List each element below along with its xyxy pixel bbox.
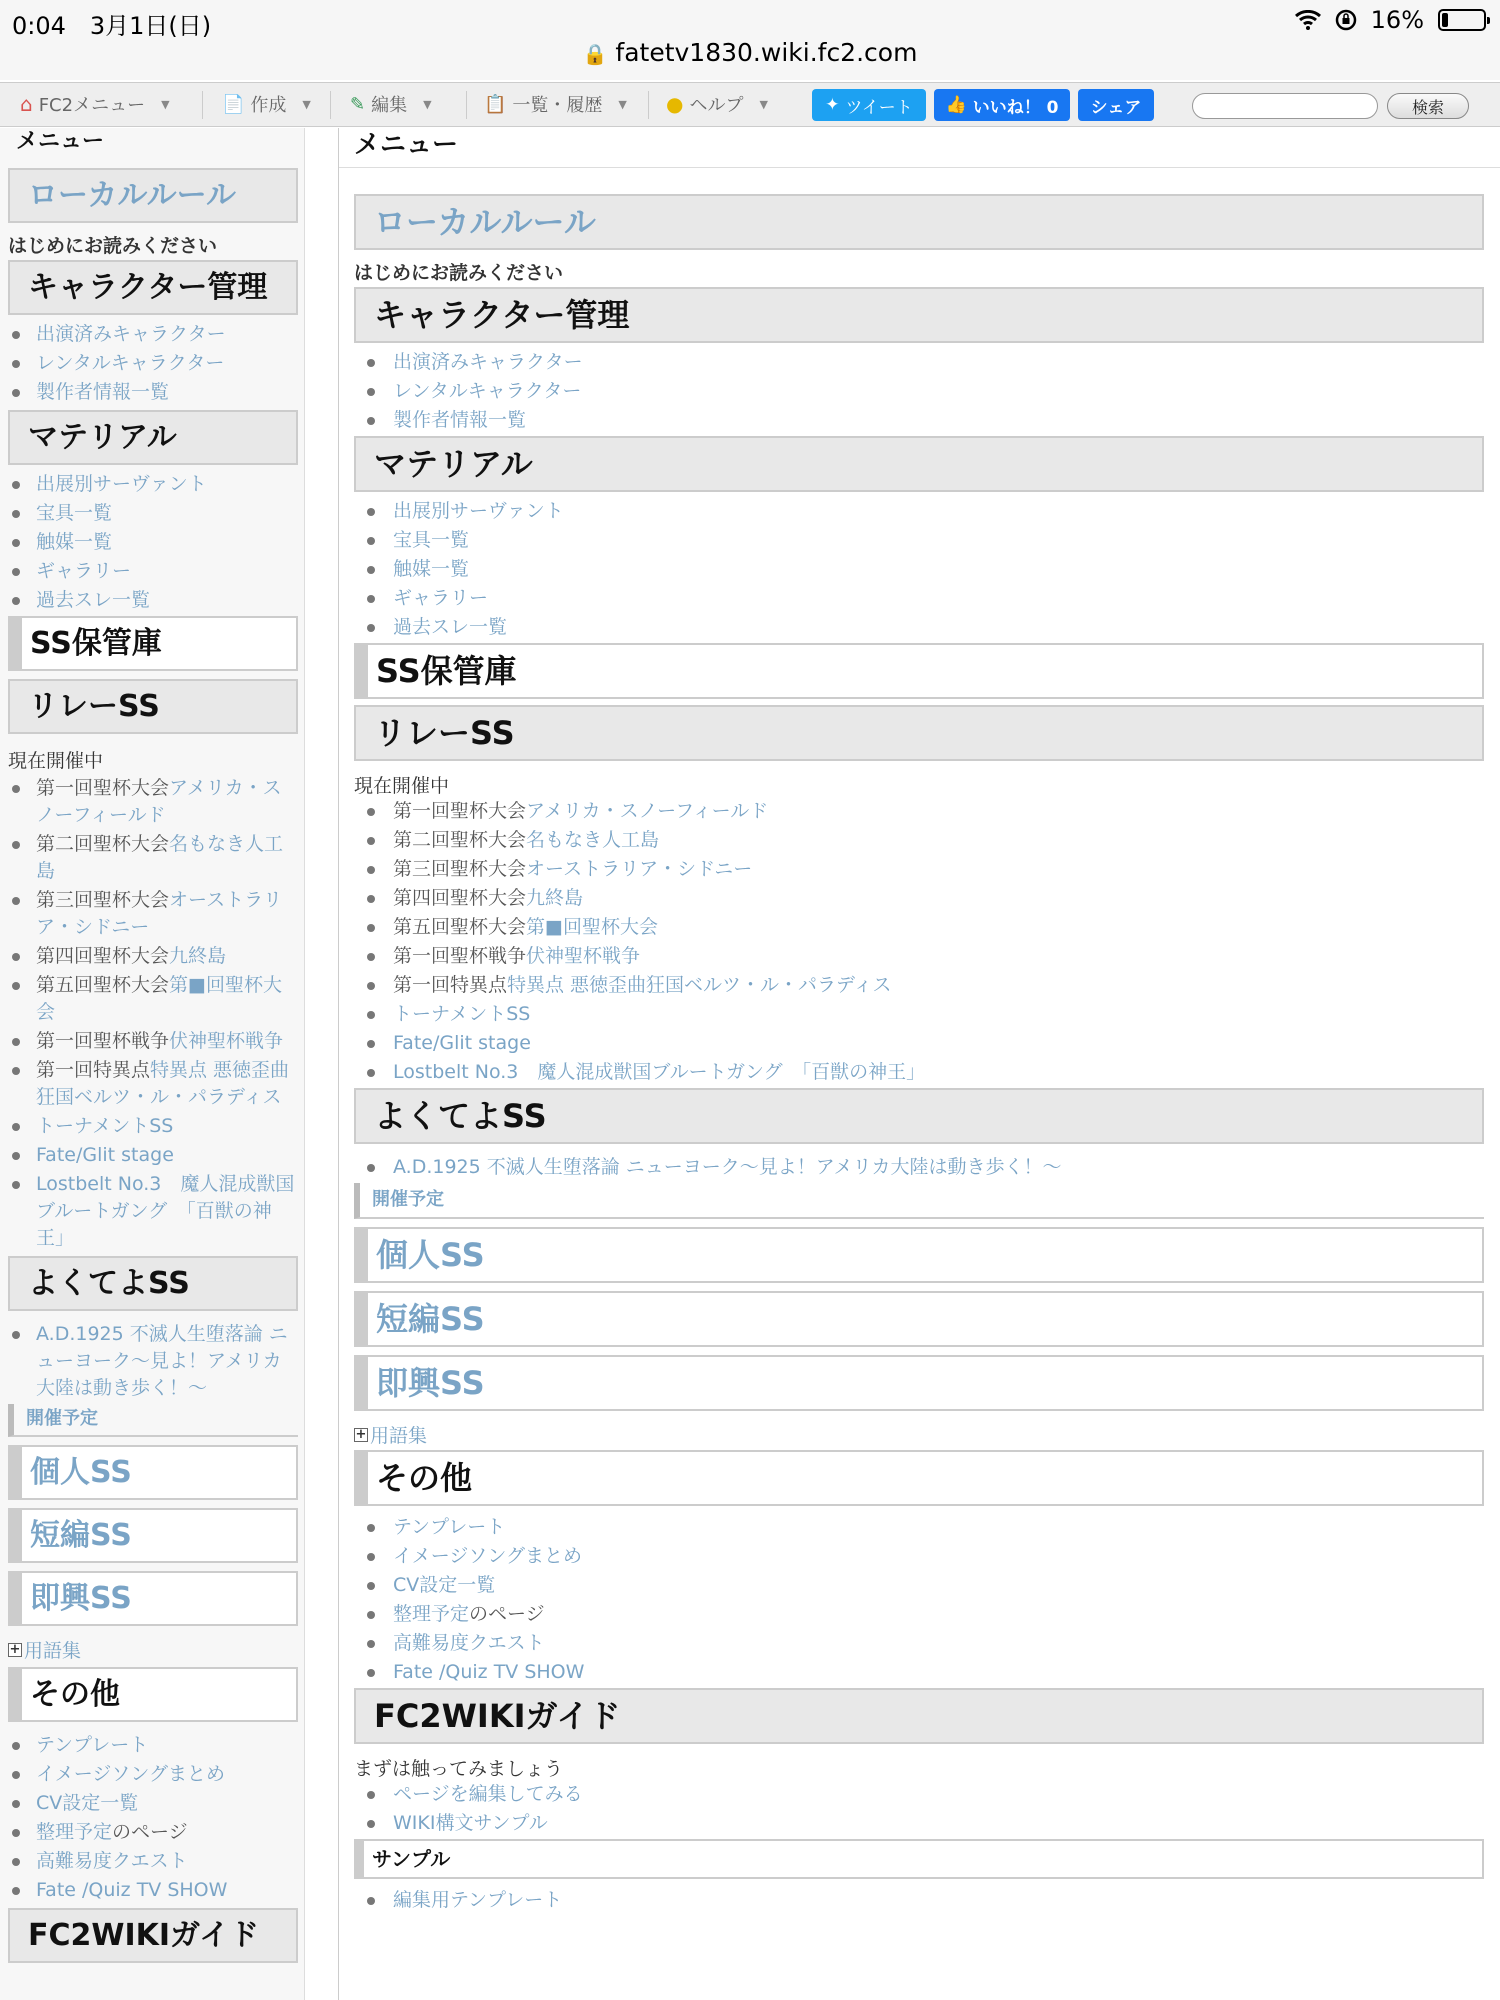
battery-icon bbox=[1438, 9, 1486, 31]
yokuteyo-heading: よくてよSS bbox=[354, 1088, 1484, 1144]
glossary-label[interactable]: 用語集 bbox=[24, 1640, 82, 1662]
toolbar-divider bbox=[330, 91, 331, 119]
list-item: 整理予定のページ bbox=[8, 1819, 298, 1846]
list-item: 第一回特異点特異点 悪徳歪曲狂国ベルツ・ル・パラディス bbox=[8, 1057, 298, 1111]
material-heading: マテリアル bbox=[8, 410, 298, 465]
list-item: トーナメントSS bbox=[354, 1001, 1484, 1028]
improv-ss-link[interactable]: 即興SS bbox=[354, 1355, 1484, 1411]
personal-ss-link[interactable]: 個人SS bbox=[8, 1445, 298, 1500]
toolbar-divider bbox=[648, 91, 649, 119]
caret-down-icon: ▼ bbox=[618, 97, 627, 111]
relay-ss-heading: リレーSS bbox=[354, 705, 1484, 761]
status-bar bbox=[0, 0, 1500, 80]
lightbulb-icon: ● bbox=[666, 92, 684, 116]
list-item[interactable]: ページを編集してみる bbox=[354, 1781, 1484, 1808]
list-item: 高難易度クエスト bbox=[8, 1848, 298, 1875]
tweet-button[interactable] bbox=[812, 89, 926, 121]
facebook-share-button[interactable] bbox=[1078, 89, 1154, 121]
help-button[interactable] bbox=[666, 91, 768, 117]
other-list bbox=[8, 1732, 298, 1904]
list-item: 第三回聖杯大会オーストラリア・シドニー bbox=[8, 887, 298, 941]
list-item[interactable]: 過去スレ一覧 bbox=[8, 587, 298, 614]
list-item[interactable]: 出展別サーヴァント bbox=[354, 498, 1484, 525]
list-item: Lostbelt No.3 魔人混成獣国ブルートガング 「百獣の神王」 bbox=[354, 1059, 1484, 1086]
new-page-icon: 📄 bbox=[222, 93, 245, 115]
list-item[interactable]: A.D.1925 不滅人生堕落論 ニューヨーク〜見よ！アメリカ大陸は動き歩く！〜 bbox=[8, 1321, 298, 1402]
left-sidebar bbox=[0, 128, 305, 2000]
lock-icon: 🔒 bbox=[582, 42, 608, 66]
list-item[interactable]: 出演済みキャラクター bbox=[354, 349, 1484, 376]
material-list bbox=[8, 471, 298, 614]
list-item: テンプレート bbox=[354, 1514, 1484, 1541]
edit-button[interactable] bbox=[350, 91, 432, 117]
material-heading: マテリアル bbox=[354, 436, 1484, 492]
character-list bbox=[8, 321, 298, 406]
list-item: 第一回聖杯戦争伏神聖杯戦争 bbox=[8, 1028, 298, 1055]
menu-title: メニュー bbox=[339, 128, 1500, 168]
read-first-text: はじめにお読みください bbox=[8, 235, 218, 257]
personal-ss-link[interactable]: 個人SS bbox=[354, 1227, 1484, 1283]
list-item: Fate/Glit stage bbox=[354, 1030, 1484, 1057]
list-item: イメージソングまとめ bbox=[8, 1761, 298, 1788]
main-content bbox=[338, 128, 1500, 2000]
list-item: Fate /Quiz TV SHOW bbox=[354, 1659, 1484, 1686]
search-input[interactable] bbox=[1192, 93, 1378, 119]
list-item: 第一回聖杯大会アメリカ・スノーフィールド bbox=[354, 798, 1484, 825]
other-heading: その他 bbox=[354, 1450, 1484, 1506]
list-item[interactable]: レンタルキャラクター bbox=[354, 378, 1484, 405]
read-first-text: はじめにお読みください bbox=[354, 262, 564, 284]
thumbs-up-icon: 👍 bbox=[945, 95, 967, 115]
yokuteyo-heading: よくてよSS bbox=[8, 1256, 298, 1311]
edit-icon: ✎ bbox=[350, 93, 366, 115]
list-item[interactable]: 宝具一覧 bbox=[354, 527, 1484, 554]
character-list bbox=[354, 349, 1484, 434]
caret-down-icon: ▼ bbox=[302, 97, 311, 111]
list-item[interactable]: 触媒一覧 bbox=[354, 556, 1484, 583]
local-rule-link[interactable]: ローカルルール bbox=[8, 168, 298, 223]
list-item[interactable]: 出演済みキャラクター bbox=[8, 321, 298, 348]
edit-label: 編集 bbox=[371, 95, 408, 116]
short-ss-link[interactable]: 短編SS bbox=[354, 1291, 1484, 1347]
relay-list bbox=[354, 798, 1484, 1086]
list-item[interactable]: 製作者情報一覧 bbox=[8, 379, 298, 406]
toolbar-divider bbox=[202, 91, 203, 119]
list-item: 第一回聖杯大会アメリカ・スノーフィールド bbox=[8, 775, 298, 829]
address-bar[interactable] bbox=[0, 38, 1500, 67]
toolbar-divider bbox=[466, 91, 467, 119]
list-item: 第四回聖杯大会九終島 bbox=[8, 943, 298, 970]
list-item: Fate /Quiz TV SHOW bbox=[8, 1877, 298, 1904]
status-indicators bbox=[1295, 6, 1486, 34]
list-item[interactable]: 製作者情報一覧 bbox=[354, 407, 1484, 434]
caret-down-icon: ▼ bbox=[423, 97, 432, 111]
home-icon: ⌂ bbox=[20, 92, 33, 116]
list-item[interactable]: 宝具一覧 bbox=[8, 500, 298, 527]
list-item: CV設定一覧 bbox=[8, 1790, 298, 1817]
list-item[interactable]: 出展別サーヴァント bbox=[8, 471, 298, 498]
list-item: Fate/Glit stage bbox=[8, 1142, 298, 1169]
list-item[interactable]: 触媒一覧 bbox=[8, 529, 298, 556]
material-list bbox=[354, 498, 1484, 641]
list-item: CV設定一覧 bbox=[354, 1572, 1484, 1599]
tweet-label: ツイート bbox=[845, 97, 913, 118]
expand-plus-icon[interactable]: + bbox=[355, 1427, 367, 1442]
yokuteyo-list bbox=[354, 1154, 1484, 1181]
fc2-menu-label: FC2メニュー bbox=[38, 95, 146, 116]
relay-status-text: 現在開催中 bbox=[354, 775, 450, 797]
list-item[interactable]: 過去スレ一覧 bbox=[354, 614, 1484, 641]
list-item: 高難易度クエスト bbox=[354, 1630, 1484, 1657]
other-list bbox=[354, 1514, 1484, 1686]
character-heading: キャラクター管理 bbox=[354, 287, 1484, 343]
list-history-button[interactable] bbox=[484, 91, 627, 117]
list-item[interactable]: ギャラリー bbox=[8, 558, 298, 585]
list-item: 整理予定のページ bbox=[354, 1601, 1484, 1628]
relay-ss-heading: リレーSS bbox=[8, 679, 298, 734]
short-ss-link[interactable]: 短編SS bbox=[8, 1508, 298, 1563]
list-item: 第五回聖杯大会第■回聖杯大会 bbox=[8, 972, 298, 1026]
planned-subheading[interactable]: 開催予定 bbox=[8, 1404, 298, 1437]
list-item[interactable]: 編集用テンプレート bbox=[354, 1887, 1484, 1914]
ss-storage-heading: SS保管庫 bbox=[354, 643, 1484, 699]
yokuteyo-list bbox=[8, 1321, 298, 1402]
list-item: Lostbelt No.3 魔人混成獣国ブルートガング 「百獣の神王」 bbox=[8, 1171, 298, 1252]
improv-ss-link[interactable]: 即興SS bbox=[8, 1571, 298, 1626]
list-item: 第三回聖杯大会オーストラリア・シドニー bbox=[354, 856, 1484, 883]
share-label: シェア bbox=[1090, 97, 1142, 118]
sample-heading: サンプル bbox=[354, 1839, 1484, 1879]
create-label: 作成 bbox=[250, 95, 287, 116]
menu-title: メニュー bbox=[16, 129, 105, 154]
list-item[interactable]: レンタルキャラクター bbox=[8, 350, 298, 377]
facebook-like-button[interactable] bbox=[934, 89, 1070, 121]
local-rule-link[interactable]: ローカルルール bbox=[354, 194, 1484, 250]
battery-percent: 16% bbox=[1370, 6, 1424, 34]
ss-storage-heading: SS保管庫 bbox=[8, 616, 298, 671]
list-item: 第四回聖杯大会九終島 bbox=[354, 885, 1484, 912]
create-button[interactable] bbox=[222, 91, 311, 117]
list-item[interactable]: WIKI構文サンプル bbox=[354, 1810, 1484, 1837]
relay-status-text: 現在開催中 bbox=[8, 750, 104, 772]
relay-list bbox=[8, 775, 298, 1252]
help-label: ヘルプ bbox=[689, 95, 744, 116]
glossary-expander[interactable] bbox=[8, 1636, 298, 1663]
guide-list bbox=[354, 1781, 1484, 1837]
list-item[interactable]: A.D.1925 不滅人生堕落論 ニューヨーク〜見よ！アメリカ大陸は動き歩く！〜 bbox=[354, 1154, 1484, 1181]
character-heading: キャラクター管理 bbox=[8, 260, 298, 315]
glossary-label[interactable]: 用語集 bbox=[370, 1425, 428, 1447]
wifi-icon bbox=[1295, 10, 1321, 30]
status-time: 0:04 3月1日(日) bbox=[12, 12, 212, 40]
guide-intro-text: まずは触ってみましょう bbox=[354, 1758, 564, 1780]
fc2wiki-guide-heading: FC2WIKIガイド bbox=[8, 1908, 298, 1963]
url-text: fatetv1830.wiki.fc2.com bbox=[615, 38, 918, 67]
document-list-icon: 📋 bbox=[484, 93, 507, 115]
list-item: 第二回聖杯大会名もなき人工島 bbox=[354, 827, 1484, 854]
fc2-toolbar bbox=[0, 82, 1500, 127]
twitter-bird-icon: ✦ bbox=[825, 95, 840, 115]
list-item: トーナメントSS bbox=[8, 1113, 298, 1140]
fc2-menu-button[interactable] bbox=[20, 91, 170, 117]
glossary-expander[interactable] bbox=[354, 1421, 1484, 1448]
list-item: テンプレート bbox=[8, 1732, 298, 1759]
list-item: 第一回特異点特異点 悪徳歪曲狂国ベルツ・ル・パラディス bbox=[354, 972, 1484, 999]
list-item: 第五回聖杯大会第■回聖杯大会 bbox=[354, 914, 1484, 941]
other-heading: その他 bbox=[8, 1667, 298, 1722]
list-item: イメージソングまとめ bbox=[354, 1543, 1484, 1570]
fc2wiki-guide-heading: FC2WIKIガイド bbox=[354, 1688, 1484, 1744]
like-label: いいね！ 0 bbox=[972, 97, 1059, 118]
expand-plus-icon[interactable]: + bbox=[9, 1642, 21, 1657]
list-item[interactable]: ギャラリー bbox=[354, 585, 1484, 612]
orientation-lock-icon bbox=[1335, 9, 1357, 31]
caret-down-icon: ▼ bbox=[161, 97, 170, 111]
list-history-label: 一覧・履歴 bbox=[512, 95, 603, 116]
list-item: 第二回聖杯大会名もなき人工島 bbox=[8, 831, 298, 885]
search-button[interactable]: 検索 bbox=[1387, 93, 1469, 119]
sample-list bbox=[354, 1887, 1484, 1914]
planned-subheading[interactable]: 開催予定 bbox=[354, 1183, 1484, 1219]
caret-down-icon: ▼ bbox=[759, 97, 768, 111]
list-item: 第一回聖杯戦争伏神聖杯戦争 bbox=[354, 943, 1484, 970]
